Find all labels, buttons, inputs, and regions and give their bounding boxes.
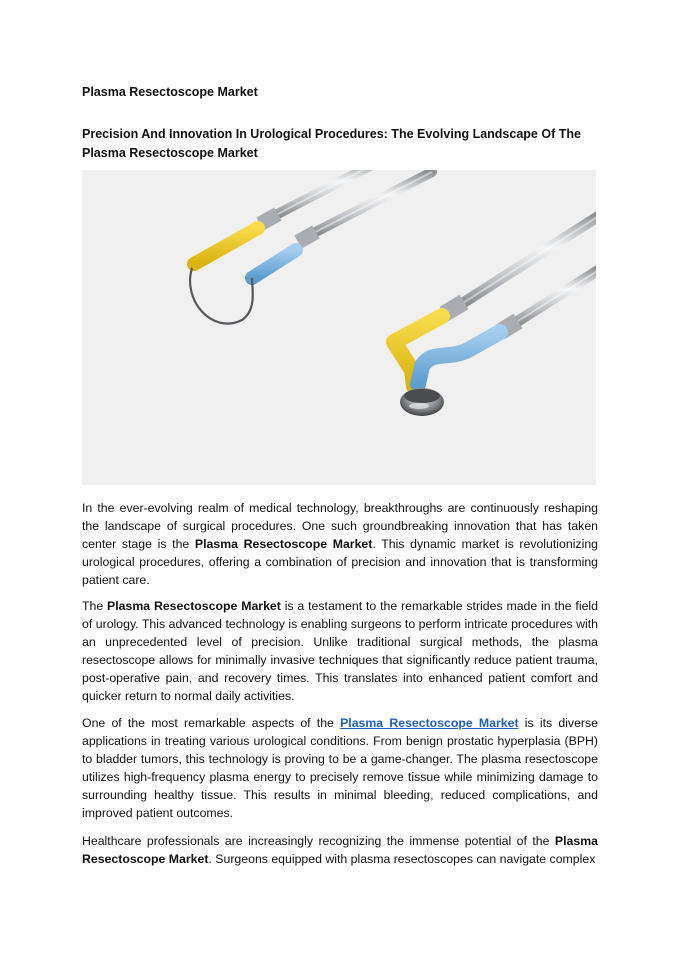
right-rod-lower bbox=[507, 268, 596, 328]
paragraph-testament bbox=[82, 597, 598, 705]
paragraph-text: . This dynamic market is revolutionizing urological procedures, offering a combination of precision and innovation that is transforming patient care. bbox=[82, 537, 598, 587]
bold-term: Plasma Resectoscope Market bbox=[82, 834, 598, 866]
paragraph-intro bbox=[82, 499, 598, 589]
paragraph-text: The bbox=[82, 599, 108, 613]
paragraph-text: . Surgeons equipped with plasma resectoscopes can navigate complex bbox=[208, 852, 596, 866]
article-heading: Precision And Innovation In Urological Procedures: The Evolving Landscape Of The Plasma Resectoscope Market bbox=[82, 127, 581, 160]
paragraph-text: Healthcare professionals are increasingly recognizing the immense potential of the bbox=[82, 834, 555, 848]
paragraph-text: is a testament to the remarkable strides made in the field of urology. This advanced technology is enabling surgeons to perform intricate procedures with an unprecedented level of precision. Unlike traditional surgical methods, the plasma resectoscope allows for minimally invasive techniques that significantly reduce patient trauma, post-operative pain, and recovery times. This translates into enhanced patient comfort and quicker return to normal daily activities. bbox=[82, 599, 598, 703]
left-rod-lower bbox=[304, 172, 432, 238]
paragraph-professionals bbox=[82, 832, 598, 868]
left-rod-upper bbox=[82, 170, 382, 220]
paragraph-text: One of the most remarkable aspects of the bbox=[82, 716, 341, 730]
bold-term: Plasma Resectoscope Market bbox=[107, 599, 281, 613]
right-rod-upper bbox=[452, 214, 596, 310]
paragraph-text: is its diverse applications in treating various urological conditions. From benign prostatic hyperplasia (BPH) to bladder tumors, this technology is proving to be a game-changer. The plasma resectoscope utilizes high-frequency plasma energy to precisely remove tissue while minimizing damage to surrounding healthy tissue. This results in minimal bleeding, reduced complications, and improved patient outcomes. bbox=[82, 716, 598, 820]
resectoscope-electrodes-illustration bbox=[82, 170, 596, 485]
bold-term: Plasma Resectoscope Market bbox=[194, 537, 373, 551]
document-title: Plasma Resectoscope Market bbox=[82, 85, 258, 99]
paragraph-applications bbox=[82, 714, 598, 822]
paragraph-text: In the ever-evolving realm of medical technology, breakthroughs are continuously reshaping the landscape of surgical procedures. One such groundbreaking innovation that has taken center stage is the bbox=[82, 501, 598, 551]
market-link[interactable]: Plasma Resectoscope Market bbox=[340, 716, 519, 730]
product-image bbox=[82, 170, 596, 485]
